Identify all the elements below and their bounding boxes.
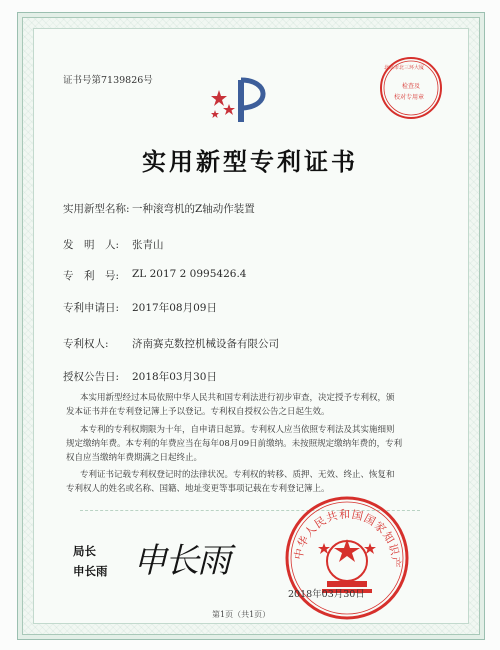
stamp-line3: 校对专用章 (394, 94, 425, 101)
director-name: 申长雨 (73, 564, 108, 578)
patent-number-value: ZL 2017 2 0995426.4 (132, 268, 247, 280)
body-para3-line2: 专利权人的姓名或名称、国籍、地址变更等事项记载在专利登记簿上。 (66, 484, 330, 494)
inventor-label: 发 明 人: (63, 239, 120, 251)
director-role: 局长 (73, 544, 96, 558)
verification-stamp (378, 55, 444, 121)
body-para1-line1: 本实用新型经过本局依照中华人民共和国专利法进行初步审查，决定授予专利权，颁 (80, 393, 395, 403)
sipo-logo-icon (205, 72, 275, 132)
stamp-line1: 北京市北三环大厦 (384, 65, 425, 71)
body-para3-line1: 专利证书记载专利权登记时的法律状况。专利权的转移、质押、无效、终止、恢复和 (80, 470, 395, 480)
body-para2-line1: 本专利的专利权期限为十年，自申请日起算。专利权人应当依照专利法及其实施细则 (80, 425, 395, 435)
inventor-value: 张青山 (132, 239, 164, 251)
application-date-label: 专利申请日: (63, 302, 120, 314)
certificate-title: 实用新型专利证书 (142, 147, 358, 176)
body-para2-line2: 规定缴纳年费。本专利的年费应当在每年08月09日前缴纳。未按照规定缴纳年费的，专利 (66, 439, 403, 449)
patent-holder-value: 济南赛克数控机械设备有限公司 (132, 338, 279, 350)
stamp-line2: 检查及 (402, 83, 421, 90)
official-seal (282, 493, 412, 623)
seal-outer-text: 中华人民共和国国家知识产 (291, 507, 403, 569)
grant-date-label: 授权公告日: (63, 371, 120, 383)
patent-holder-label: 专利权人: (63, 338, 109, 350)
body-para2-line3: 权自应当缴纳年费期满之日起终止。 (66, 453, 203, 463)
director-signature: 申长雨 (133, 541, 229, 581)
cert-number: 证书号第7139826号 (63, 75, 153, 86)
utility-model-name-label: 实用新型名称: (63, 203, 130, 215)
grant-date-value: 2018年03月30日 (132, 371, 217, 383)
body-para1-line2: 发本证书并在专利登记簿上予以登记。专利权自授权公告之日起生效。 (66, 407, 330, 417)
page-footer: 第1页（共1页） (212, 610, 271, 619)
seal-date: 2018年03月30日 (288, 589, 365, 600)
utility-model-name-value: 一种滚弯机的Z轴动作装置 (132, 203, 255, 215)
application-date-value: 2017年08月09日 (132, 302, 217, 314)
patent-number-label: 专 利 号: (63, 270, 120, 282)
